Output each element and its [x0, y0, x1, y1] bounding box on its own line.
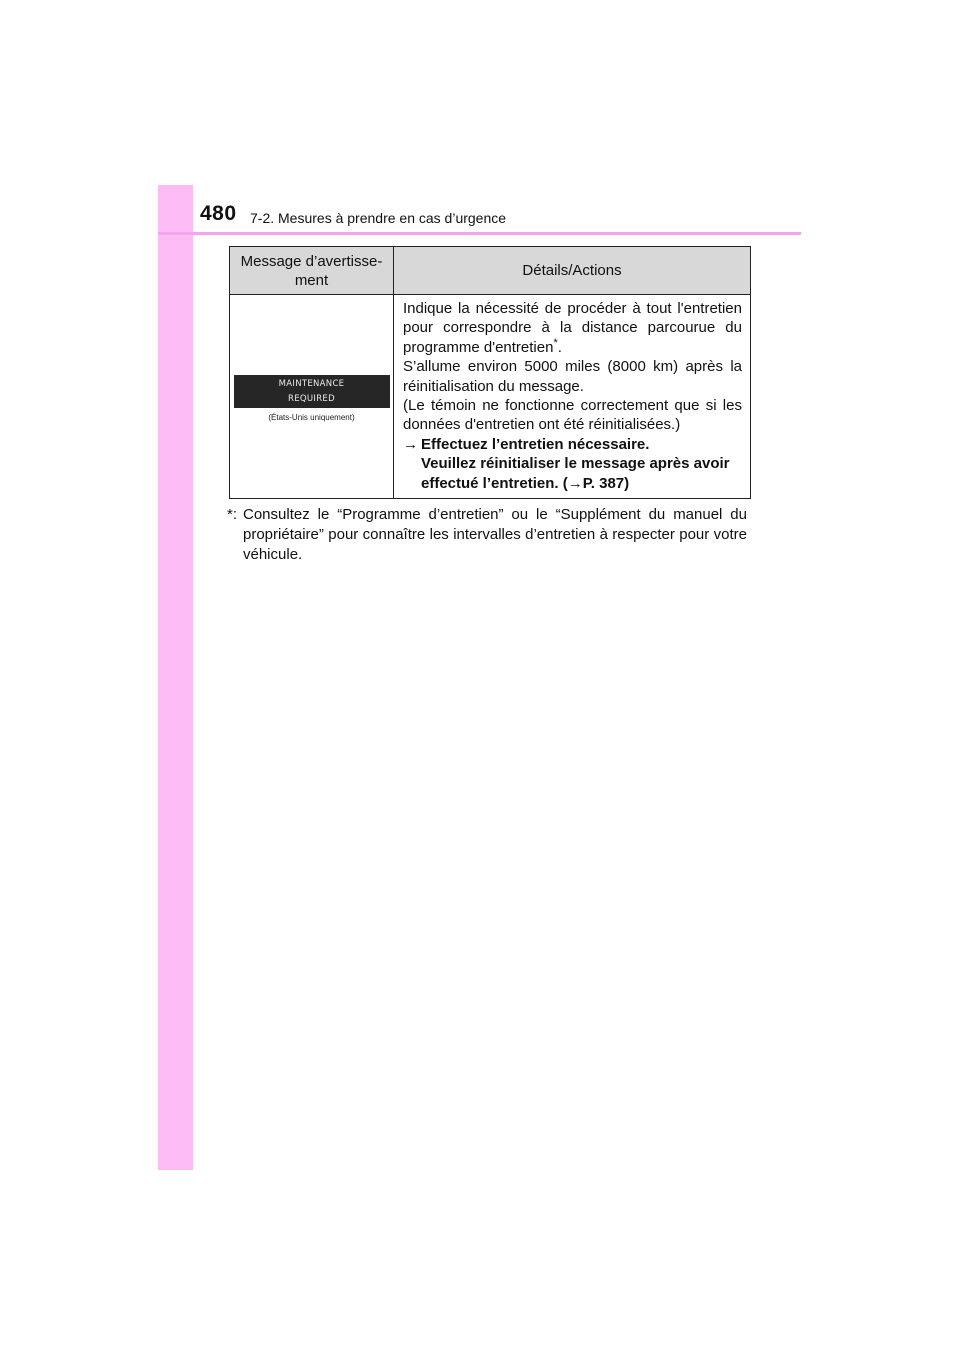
column-header-message: Message d’avertisse-ment — [230, 247, 394, 295]
arrow-icon: → — [403, 435, 418, 453]
display-line-2: REQUIRED — [288, 394, 335, 405]
chapter-tab-strip — [158, 185, 193, 1170]
detail-paragraph-1 — [403, 299, 742, 357]
footnote-text: Consultez le “Programme d’entretien” ou le “Supplément du manuel du propriétaire” pour connaître les intervalles d’entretien à respecter pour votre véhicule. — [243, 506, 747, 563]
section-title: 7-2. Mesures à prendre en cas d’urgence — [250, 210, 507, 226]
action-line-1: Effectuez l’entretien nécessaire. — [421, 435, 650, 453]
action-instruction — [403, 435, 742, 493]
action-text — [421, 435, 742, 493]
display-line-1: MAINTENANCE — [278, 379, 345, 390]
detail-paragraph-2: S’allume environ 5000 miles (8000 km) après la réinitialisation du message. — [403, 358, 742, 395]
details-cell — [394, 295, 751, 499]
warning-message-table — [229, 246, 751, 499]
footnote — [227, 505, 747, 565]
footnote-marker: * — [553, 336, 558, 349]
header-divider — [158, 232, 801, 235]
maintenance-required-display — [234, 375, 390, 408]
footnote-mark: *: — [227, 506, 238, 523]
table-row — [230, 295, 751, 499]
region-note: (États-Unis uniquement) — [268, 413, 355, 423]
detail-text-1-end: . — [557, 338, 562, 356]
action-line-2: Veuillez réinitialiser le message après avoir effectué l’entretien. (→P. 387) — [421, 455, 730, 492]
page-number: 480 — [200, 202, 237, 225]
message-cell — [230, 295, 394, 499]
column-header-details: Détails/Actions — [394, 247, 751, 295]
detail-text-1: Indique la nécessité de procéder à tout l'entretien pour correspondre à la distance parcourue du programme d'entretien — [403, 300, 742, 356]
detail-paragraph-3: (Le témoin ne fonctionne correctement que si les données d'entretien ont été réinitialisées.) — [403, 397, 742, 434]
table-header-row — [230, 247, 751, 295]
